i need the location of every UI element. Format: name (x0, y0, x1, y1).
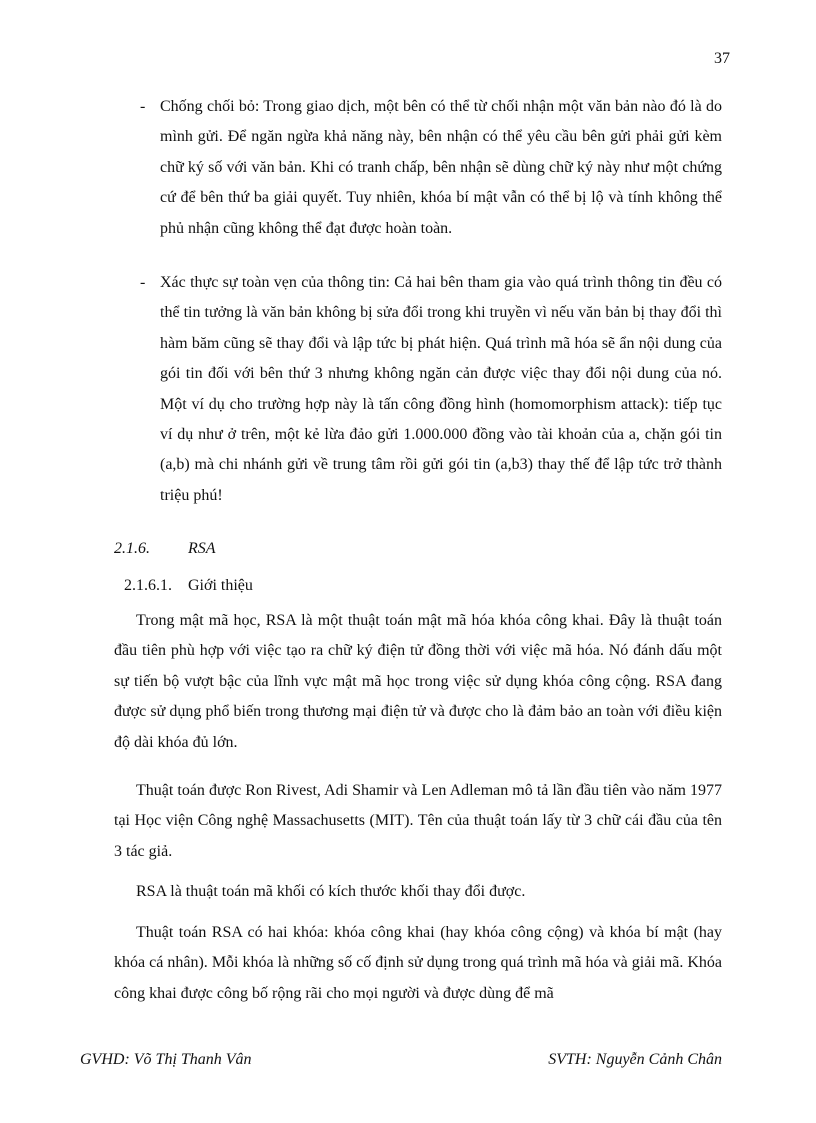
bullet-dash: - (140, 98, 146, 115)
footer-advisor: GVHD: Võ Thị Thanh Vân (80, 1051, 252, 1068)
subsection-title: Giới thiệu (188, 577, 253, 594)
subsection-heading (124, 577, 253, 595)
section-title: RSA (188, 540, 216, 557)
bullet-text: Xác thực sự toàn vẹn của thông tin: Cả hai bên tham gia vào quá trình thông tin đều có thể tin tưởng là văn bản không bị sửa đổi trong khi truyền vì nếu văn bản bị thay đổi thì hàm băm cũng sẽ thay đổi và lập tức bị phát hiện. Quá trình mã hóa sẽ ẩn nội dung của gói tin đối với bên thứ 3 nhưng không ngăn cản được việc thay đổi nội dung của nó. Một ví dụ cho trường hợp này là tấn công đồng hình (homomorphism attack): tiếp tục ví dụ như ở trên, một kẻ lừa đảo gửi 1.000.000 đồng vào tài khoản của a, chặn gói tin (a,b) mà chi nhánh gửi về trung tâm rồi gửi gói tin (a,b3) thay thế để lập tức trở thành triệu phú! (160, 274, 722, 504)
section-heading (114, 540, 216, 558)
paragraph-rsa-intro: Trong mật mã học, RSA là một thuật toán mật mã hóa khóa công khai. Đây là thuật toán đầu tiên phù hợp với việc tạo ra chữ ký điện tử đồng thời với việc mã hóa. Nó đánh dấu một sự tiến bộ vượt bậc của lĩnh vực mật mã học trong việc sử dụng khóa công cộng. RSA đang được sử dụng phổ biến trong thương mại điện tử và được cho là đảm bảo an toàn với điều kiện độ dài khóa đủ lớn. (114, 612, 722, 751)
bullet-text: Chống chối bỏ: Trong giao dịch, một bên có thể từ chối nhận một văn bản nào đó là do mình gửi. Để ngăn ngừa khả năng này, bên nhận có thể yêu cầu bên gửi phải gửi kèm chữ ký số với văn bản. Khi có tranh chấp, bên nhận sẽ dùng chữ ký này như một chứng cứ để bên thứ ba giải quyết. Tuy nhiên, khóa bí mật vẫn có thể bị lộ và tính không thể phủ nhận cũng không thể đạt được hoàn toàn. (160, 98, 722, 237)
subsection-number: 2.1.6.1. (124, 577, 172, 594)
paragraph-rsa-keys: Thuật toán RSA có hai khóa: khóa công khai (hay khóa công cộng) và khóa bí mật (hay khóa cá nhân). Mỗi khóa là những số cố định sử dụng trong quá trình mã hóa và giải mã. Khóa công khai được công bố rộng rãi cho mọi người và được dùng để mã (114, 924, 722, 1002)
paragraph-rsa-block: RSA là thuật toán mã khối có kích thước khối thay đổi được. (136, 883, 526, 900)
page-number: 37 (714, 50, 730, 67)
bullet-dash: - (140, 274, 146, 291)
section-number: 2.1.6. (114, 540, 150, 557)
footer-student: SVTH: Nguyễn Cảnh Chân (548, 1051, 722, 1068)
paragraph-rsa-history: Thuật toán được Ron Rivest, Adi Shamir và Len Adleman mô tả lần đầu tiên vào năm 1977 tại Học viện Công nghệ Massachusetts (MIT). Tên của thuật toán lấy từ 3 chữ cái đầu của tên 3 tác giả. (114, 782, 722, 860)
